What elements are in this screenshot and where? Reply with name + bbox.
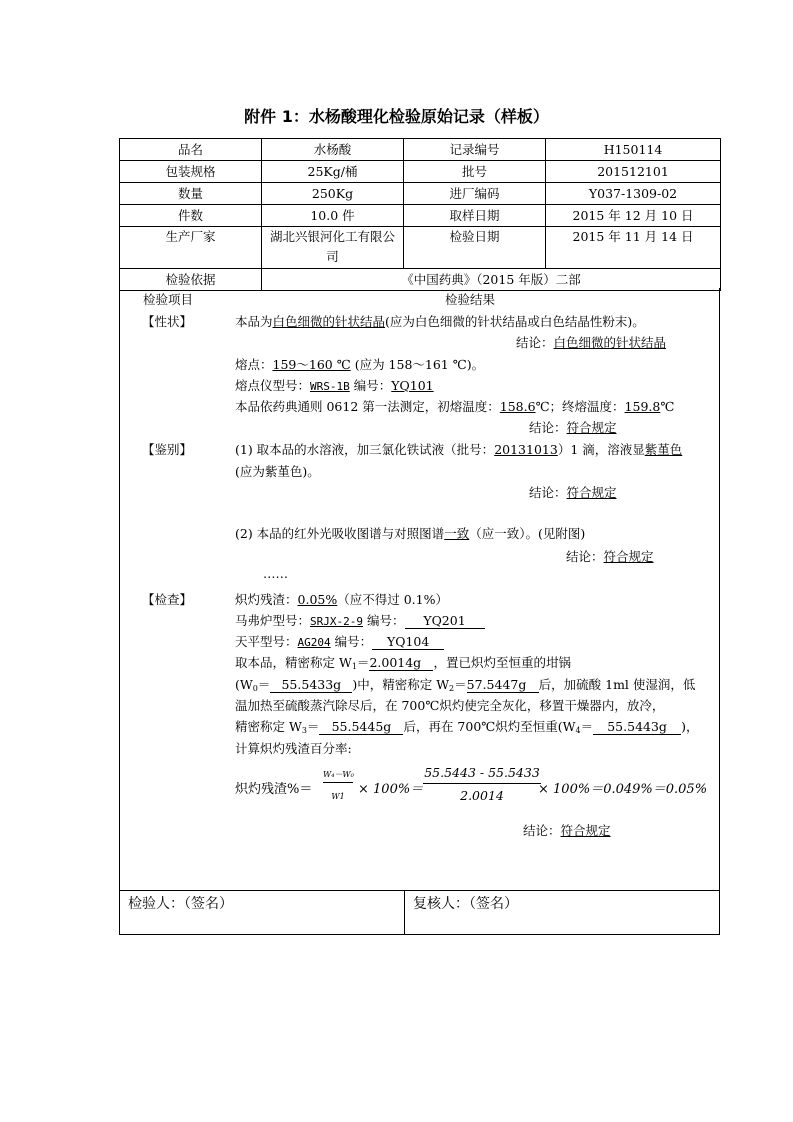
label-cell: 进厂编码 [404, 183, 546, 205]
value-cell: 10.0 件 [262, 205, 404, 227]
text: 编号： [334, 634, 373, 649]
balance-id: YQ104 [372, 635, 444, 650]
method-line [235, 397, 674, 415]
text: 结论： [566, 549, 604, 564]
text: )中，精密称定 W [352, 677, 450, 692]
instrument-id: YQ101 [391, 378, 434, 393]
text: (应为白色细微的针状结晶或白色结晶性粉末)。 [385, 314, 645, 329]
label-cell: 品名 [120, 139, 262, 161]
text: 熔点： [235, 357, 273, 372]
value-cell: 2015 年 11 月 14 日 [546, 227, 721, 269]
text: （应一致）。(见附图) [469, 526, 586, 541]
label-cell: 件数 [120, 205, 262, 227]
text: 马弗炉型号： [235, 613, 311, 628]
label-cell: 包装规格 [120, 161, 262, 183]
furnace-id: YQ201 [405, 614, 485, 629]
conclusion-value: 符合规定 [566, 485, 617, 500]
value-cell: 201512101 [546, 161, 721, 183]
procedure-line: 计算炽灼残渣百分率: [235, 741, 352, 756]
identification-line [235, 440, 682, 458]
conclusion [529, 483, 617, 501]
conclusion-value: 符合规定 [566, 420, 617, 435]
procedure-line [235, 653, 571, 671]
text: ）1 滴，溶液显 [557, 442, 645, 457]
value-cell: 湖北兴银河化工有限公司 [262, 227, 404, 269]
value-cell: 水杨酸 [262, 139, 404, 161]
text: 结论： [516, 335, 554, 350]
text: 结论： [529, 485, 567, 500]
info-table [119, 138, 721, 291]
w0-value: 55.5433g [270, 678, 352, 693]
text: 天平型号： [235, 634, 298, 649]
page-title: 附件 1：水杨酸理化检验原始记录（样板） [244, 107, 549, 126]
text: 结论： [523, 823, 561, 838]
text: （应不得过 0.1%） [337, 592, 448, 607]
w1-value: 2.0014g [369, 656, 433, 671]
melting-point-line [235, 355, 484, 373]
balance-model: AG204 [297, 636, 331, 649]
subscript: 1 [351, 662, 357, 671]
label-cell: 记录编号 [404, 139, 546, 161]
formula-label: 炽灼残渣%＝ [235, 782, 313, 797]
ir-line [235, 524, 585, 542]
value-cell: 2015 年 12 月 10 日 [546, 205, 721, 227]
text: 取本品，精密称定 W [235, 655, 352, 670]
text: 本品依药典通则 0612 第一法测定，初熔温度： [235, 399, 500, 414]
text: ℃；终熔温度： [535, 399, 625, 414]
inspector-signature[interactable]: 检验人：（签名） [128, 896, 233, 912]
value-cell: 250Kg [262, 183, 404, 205]
procedure-line [235, 717, 698, 735]
table-row [120, 227, 721, 269]
text: 后，再在 700℃炽灼至恒重(W [403, 719, 576, 734]
value-cell: 25Kg/桶 [262, 161, 404, 183]
formula-numerator: W₄－W₀ [323, 770, 354, 779]
text: 编号： [366, 613, 405, 628]
fraction-bar [323, 782, 353, 783]
result-header: 检验结果 [445, 292, 496, 307]
item-header: 检验项目 [143, 292, 194, 307]
value-cell: 《中国药典》（2015 年版）二部 [262, 269, 721, 291]
text: 熔点仪型号： [235, 378, 311, 393]
subscript: 4 [575, 726, 581, 735]
procedure-line: 温加热至硫酸蒸汽除尽后，在 700℃炽灼使完全灰化，移置干燥器内，放冷， [235, 698, 665, 713]
w4-value: 55.5443g [593, 720, 681, 735]
formula-denominator: W1 [331, 792, 345, 801]
text: ℃ [660, 399, 675, 414]
fraction-bar [423, 783, 541, 784]
subscript: 3 [301, 726, 307, 735]
section-label-inspection: 【检查】 [142, 592, 193, 607]
text: 精密称定 W [235, 719, 302, 734]
divider [404, 891, 405, 934]
text: (2) 本品的红外光吸收图谱与对照图谱 [235, 526, 445, 541]
table-row [120, 161, 721, 183]
conclusion-value: 白色细微的针状结晶 [553, 335, 667, 350]
table-row [120, 205, 721, 227]
label-cell: 批号 [404, 161, 546, 183]
identification-line: (应为紫堇色)。 [235, 464, 320, 479]
label-cell: 检验日期 [404, 227, 546, 269]
text: 炽灼残渣： [235, 592, 298, 607]
formula-denominator-value: 2.0014 [460, 788, 504, 803]
subscript: 2 [449, 684, 455, 693]
ellipsis: …… [263, 566, 288, 581]
furnace-model: SRJX-2-9 [310, 615, 363, 628]
conclusion [516, 333, 666, 351]
table-row [120, 139, 721, 161]
table-row [120, 183, 721, 205]
balance-line [235, 632, 444, 650]
text: (应为 158～161 ℃)。 [354, 357, 485, 372]
appearance-value: 白色细微的针状结晶 [272, 314, 386, 329]
text: ＝ [454, 677, 467, 692]
text: (1) 取本品的水溶液，加三氯化铁试液（批号： [235, 442, 495, 457]
final-temp: 159.8 [624, 399, 661, 414]
conclusion [529, 418, 617, 436]
residue-value: 0.05% [297, 592, 338, 607]
text: 编号： [353, 378, 392, 393]
text: ＝ [306, 719, 320, 734]
instrument-model: WRS-1B [310, 380, 350, 393]
text: (W [235, 677, 253, 692]
color-value: 紫堇色 [644, 442, 683, 457]
text: ＝ [356, 655, 370, 670]
conclusion [523, 821, 611, 839]
results-section [119, 288, 720, 891]
formula-numerator-values: 55.5443 - 55.5433 [424, 765, 540, 780]
label-cell: 数量 [120, 183, 262, 205]
text: ＝ [257, 677, 271, 692]
text: 结论： [529, 420, 567, 435]
w2-value: 57.5447g [467, 678, 539, 693]
text: 本品为 [235, 314, 273, 329]
text: ，置已炽灼至恒重的坩锅 [433, 655, 571, 670]
initial-temp: 158.6 [499, 399, 536, 414]
melting-point-value: 159～160 ℃ [272, 357, 351, 372]
ir-result: 一致 [444, 526, 470, 541]
formula-multiplier: × 100%＝ [358, 782, 424, 797]
conclusion [566, 547, 654, 565]
signature-section [119, 890, 720, 935]
label-cell: 取样日期 [404, 205, 546, 227]
value-cell: Y037-1309-02 [546, 183, 721, 205]
text: )， [681, 719, 699, 734]
value-cell: H150114 [546, 139, 721, 161]
furnace-line [235, 611, 485, 629]
section-label-identification: 【鉴别】 [142, 442, 193, 457]
procedure-line [235, 675, 695, 693]
residue-line [235, 590, 448, 608]
formula-result: × 100%＝0.049%＝0.05% [538, 782, 708, 797]
subscript: 0 [252, 684, 258, 693]
section-label-appearance: 【性状】 [142, 314, 193, 329]
conclusion-value: 符合规定 [603, 549, 654, 564]
appearance-line [235, 312, 645, 330]
batch-number: 20131013 [494, 442, 558, 457]
label-cell: 检验依据 [120, 269, 262, 291]
w3-value: 55.5445g [319, 720, 403, 735]
text: ＝ [580, 719, 594, 734]
label-cell: 生产厂家 [120, 227, 262, 269]
reviewer-signature[interactable]: 复核人：（签名） [413, 896, 518, 912]
instrument-line [235, 376, 434, 394]
conclusion-value: 符合规定 [560, 823, 611, 838]
text: 后，加硫酸 1ml 使湿润，低 [538, 677, 696, 692]
